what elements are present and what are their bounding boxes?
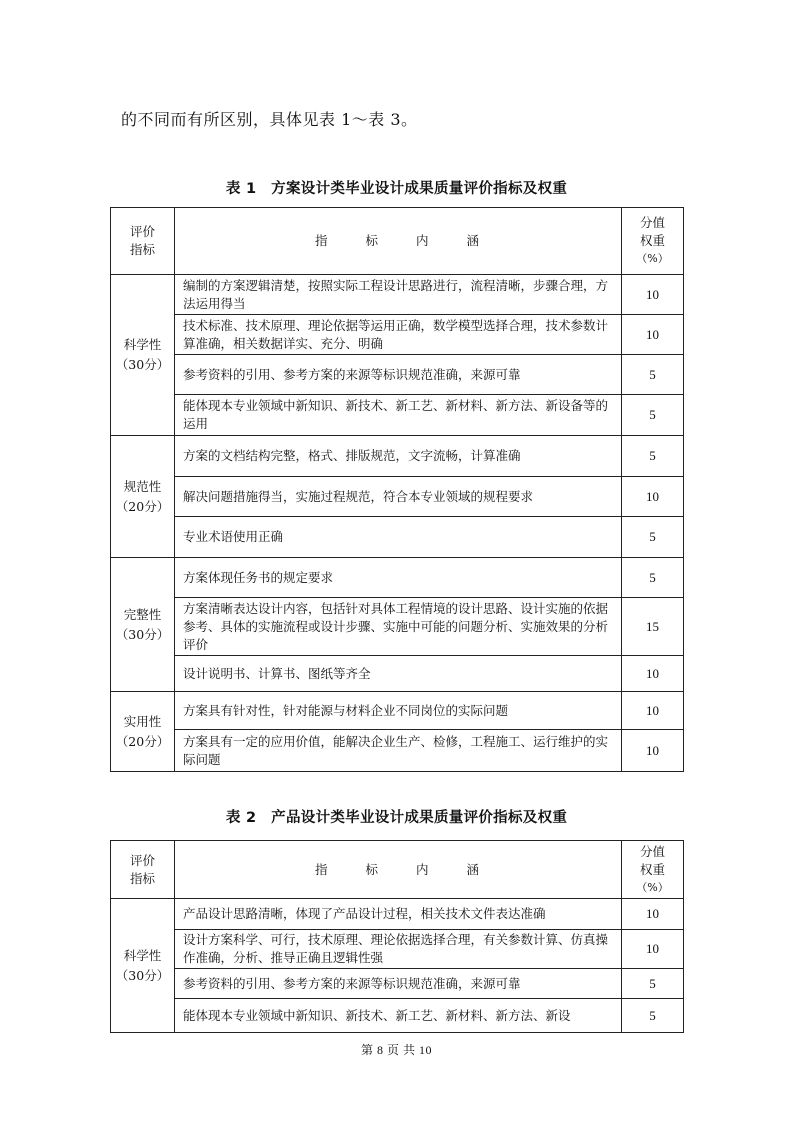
criterion-content: 专业术语使用正确 [175,517,622,558]
criterion-weight: 10 [622,930,684,969]
criterion-content: 技术标准、技术原理、理论依据等运用正确，数学模型选择合理，技术参数计算准确，相关数据详实、充分、明确 [175,315,622,355]
criterion-content: 编制的方案逻辑清楚，按照实际工程设计思路进行，流程清晰，步骤合理，方法运用得当 [175,275,622,315]
criterion-content: 设计说明书、计算书、图纸等齐全 [175,656,622,692]
header-content-char: 涵 [466,861,482,877]
header-weight-line1: 分值 [639,843,665,859]
criterion-content: 产品设计思路清晰，体现了产品设计过程，相关技术文件表达准确 [175,899,622,930]
criterion-content: 解决问题措施得当，实施过程规范，符合本专业领域的规程要求 [175,477,622,517]
criterion-content: 参考资料的引用、参考方案的来源等标识规范准确，来源可靠 [175,969,622,999]
table-row [111,656,684,692]
header-indicator-line2: 指标 [129,242,155,257]
category-name: 规范性 [123,478,162,494]
table-row [111,999,684,1033]
header-content-char: 内 [416,233,431,248]
criterion-content: 方案具有针对性，针对能源与材料企业不同岗位的实际问题 [175,692,622,730]
criterion-content: 方案的文档结构完整，格式、排版规范，文字流畅，计算准确 [175,436,622,477]
header-weight [622,208,684,275]
table2 [110,840,684,1033]
category-cell [111,899,175,1033]
criterion-weight: 10 [622,656,684,692]
table1-header-row [111,208,684,275]
header-weight-line1: 分值 [639,215,665,230]
header-content-char: 指 [314,861,330,877]
header-content-char: 涵 [466,233,482,248]
category-name: 实用性 [123,713,162,729]
table-row [111,692,684,730]
category-weight: （30分） [115,967,170,983]
table1-caption: 表 1 方案设计类毕业设计成果质量评价指标及权重 [225,181,568,197]
table-row [111,275,684,315]
criterion-weight: 10 [622,315,684,355]
criterion-weight: 5 [622,999,684,1033]
header-weight-line3: （%） [636,880,669,894]
category-cell [111,692,175,772]
criterion-content: 能体现本专业领域中新知识、新技术、新工艺、新材料、新方法、新设备等的运用 [175,395,622,436]
category-cell [111,275,175,436]
table-row [111,598,684,656]
criterion-content: 方案清晰表达设计内容，包括针对具体工程情境的设计思路、设计实施的依据参考、具体的实施流程或设计步骤、实施中可能的问题分析、实施效果的分析评价 [175,598,622,656]
criterion-weight: 10 [622,275,684,315]
criterion-weight: 10 [622,730,684,772]
category-weight: （20分） [115,498,170,514]
table-row [111,730,684,772]
table1 [110,207,684,772]
criterion-weight: 5 [622,436,684,477]
header-indicator-line1: 评价 [129,224,155,239]
criterion-weight: 10 [622,899,684,930]
criterion-content: 设计方案科学、可行，技术原理、理论依据选择合理，有关参数计算、仿真操作准确，分析、推导正确且逻辑性强 [175,930,622,969]
category-weight: （30分） [115,357,170,372]
table-row [111,315,684,355]
table-row [111,969,684,999]
category-name: 完整性 [123,606,162,622]
criterion-weight: 5 [622,355,684,395]
header-content-char: 指 [314,233,330,248]
category-name: 科学性 [123,947,162,963]
criterion-weight: 10 [622,692,684,730]
criterion-weight: 5 [622,558,684,598]
header-content-char: 标 [365,233,380,248]
header-weight-line2: 权重 [639,861,665,877]
criterion-content: 能体现本专业领域中新知识、新技术、新工艺、新材料、新方法、新设 [175,999,622,1033]
header-weight [622,841,684,899]
header-content-char: 标 [365,861,380,877]
category-weight: （20分） [115,733,170,749]
criterion-weight: 5 [622,517,684,558]
table2-caption: 表 2 产品设计类毕业设计成果质量评价指标及权重 [225,810,568,826]
page-number: 第 8 页 共 10 [360,1043,432,1057]
criterion-weight: 5 [622,969,684,999]
table-row [111,558,684,598]
table2-header-row [111,841,684,899]
criterion-content: 参考资料的引用、参考方案的来源等标识规范准确，来源可靠 [175,355,622,395]
table-row [111,477,684,517]
header-indicator [111,208,175,275]
table-row [111,899,684,930]
header-content-char: 内 [416,861,431,877]
header-weight-line2: 权重 [639,233,665,248]
header-content [175,841,622,899]
header-weight-line3: （%） [636,252,669,265]
header-content [175,208,622,275]
criterion-weight: 5 [622,395,684,436]
criterion-content: 方案具有一定的应用价值，能解决企业生产、检修，工程施工、运行维护的实际问题 [175,730,622,772]
criterion-content: 方案体现任务书的规定要求 [175,558,622,598]
header-indicator [111,841,175,899]
intro-paragraph: 的不同而有所区别，具体见表 1～表 3。 [121,110,418,129]
category-weight: （30分） [115,626,170,642]
criterion-weight: 15 [622,598,684,656]
table-row [111,436,684,477]
category-name: 科学性 [123,337,162,352]
header-indicator-line1: 评价 [129,852,155,868]
criterion-weight: 10 [622,477,684,517]
table-row [111,517,684,558]
table-row [111,930,684,969]
category-cell [111,436,175,558]
header-indicator-line2: 指标 [129,870,155,886]
category-cell [111,558,175,692]
table-row [111,355,684,395]
table-row [111,395,684,436]
